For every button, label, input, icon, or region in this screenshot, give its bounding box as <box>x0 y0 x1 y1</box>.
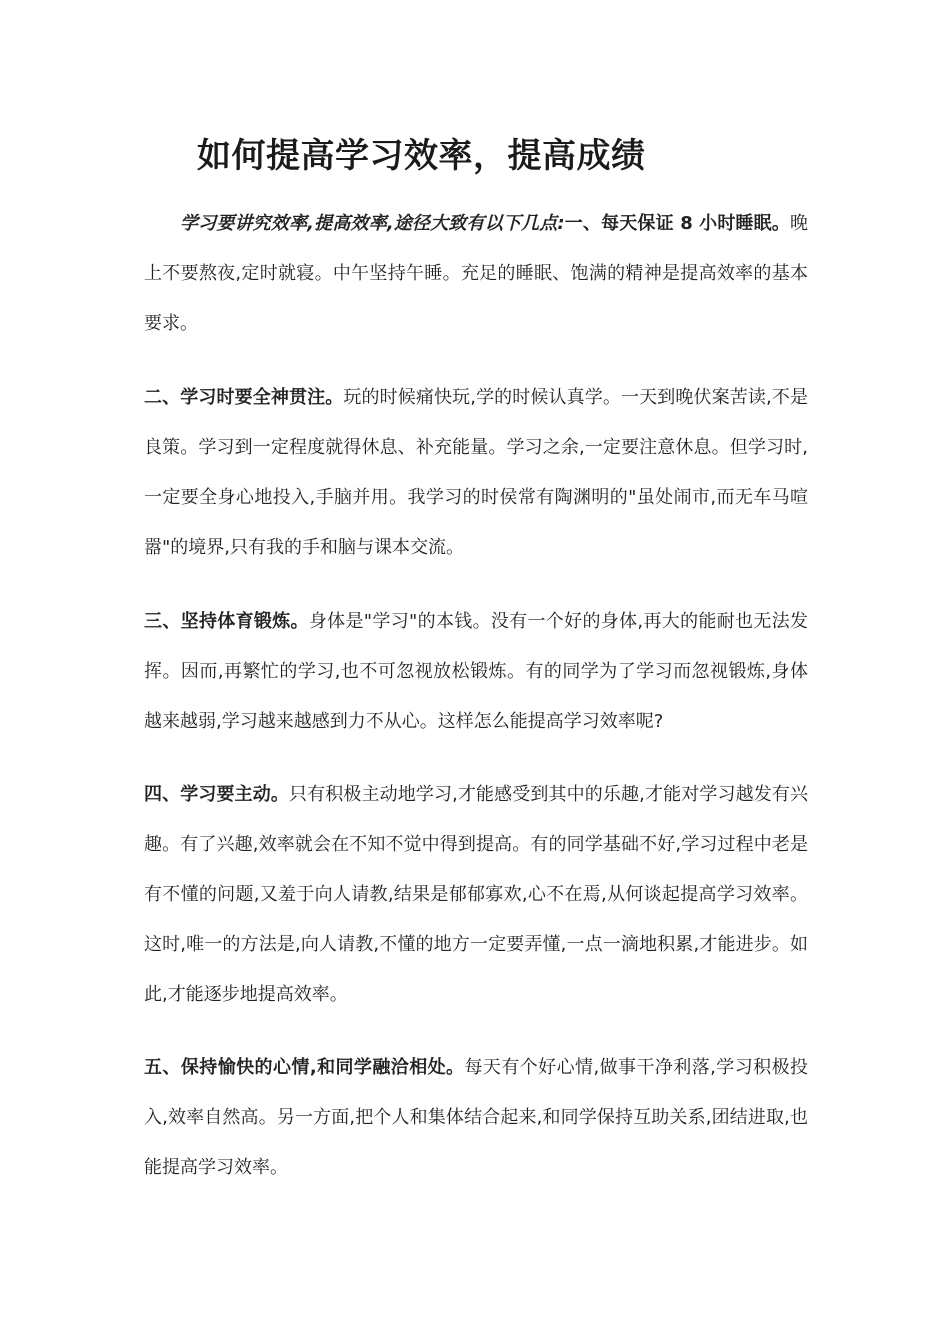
paragraph-lead: 一、每天保证 8 小时睡眠。 <box>564 213 790 234</box>
paragraph-focus <box>144 373 808 573</box>
paragraph-body: 晚上不要熬夜,定时就寝。中午坚持午睡。充足的睡眠、饱满的精神是提高效率的基本要求。 <box>144 213 808 334</box>
paragraph-exercise <box>144 597 808 747</box>
paragraph-body: 每天有个好心情,做事干净利落,学习积极投入,效率自然高。另一方面,把个人和集体结合起来,和同学保持互助关系,团结进取,也能提高学习效率。 <box>144 1057 808 1178</box>
paragraph-body: 玩的时候痛快玩,学的时候认真学。一天到晚伏案苦读,不是良策。学习到一定程度就得休息、补充能量。学习之余,一定要注意休息。但学习时,一定要全身心地投入,手脑并用。我学习的时侯常有陶渊明的"虽处闹市,而无车马喧嚣"的境界,只有我的手和脑与课本交流。 <box>144 387 808 558</box>
intro-text: 学习要讲究效率,提高效率,途径大致有以下几点: <box>180 213 565 234</box>
paragraph-lead: 三、坚持体育锻炼。 <box>144 611 309 632</box>
paragraph-initiative <box>144 770 808 1020</box>
paragraph-lead: 二、学习时要全神贯注。 <box>144 387 344 408</box>
paragraph-mood <box>144 1043 808 1193</box>
page-title: 如何提高学习效率，提高成绩 <box>197 136 646 176</box>
paragraph-body: 只有积极主动地学习,才能感受到其中的乐趣,才能对学习越发有兴趣。有了兴趣,效率就会在不知不觉中得到提高。有的同学基础不好,学习过程中老是有不懂的问题,又羞于向人请教,结果是郁郁寡欢,心不在焉,从何谈起提高学习效率。这时,唯一的方法是,向人请教,不懂的地方一定要弄懂,一点一滴地积累,才能进步。如此,才能逐步地提高效率。 <box>144 784 808 1005</box>
paragraph-lead: 四、学习要主动。 <box>144 784 289 805</box>
paragraph-body: 身体是"学习"的本钱。没有一个好的身体,再大的能耐也无法发挥。因而,再繁忙的学习,也不可忽视放松锻炼。有的同学为了学习而忽视锻炼,身体越来越弱,学习越来越感到力不从心。这样怎么能提高学习效率呢? <box>144 611 809 732</box>
paragraph-sleep <box>144 199 808 349</box>
paragraph-lead: 五、保持愉快的心情,和同学融洽相处。 <box>144 1057 465 1078</box>
